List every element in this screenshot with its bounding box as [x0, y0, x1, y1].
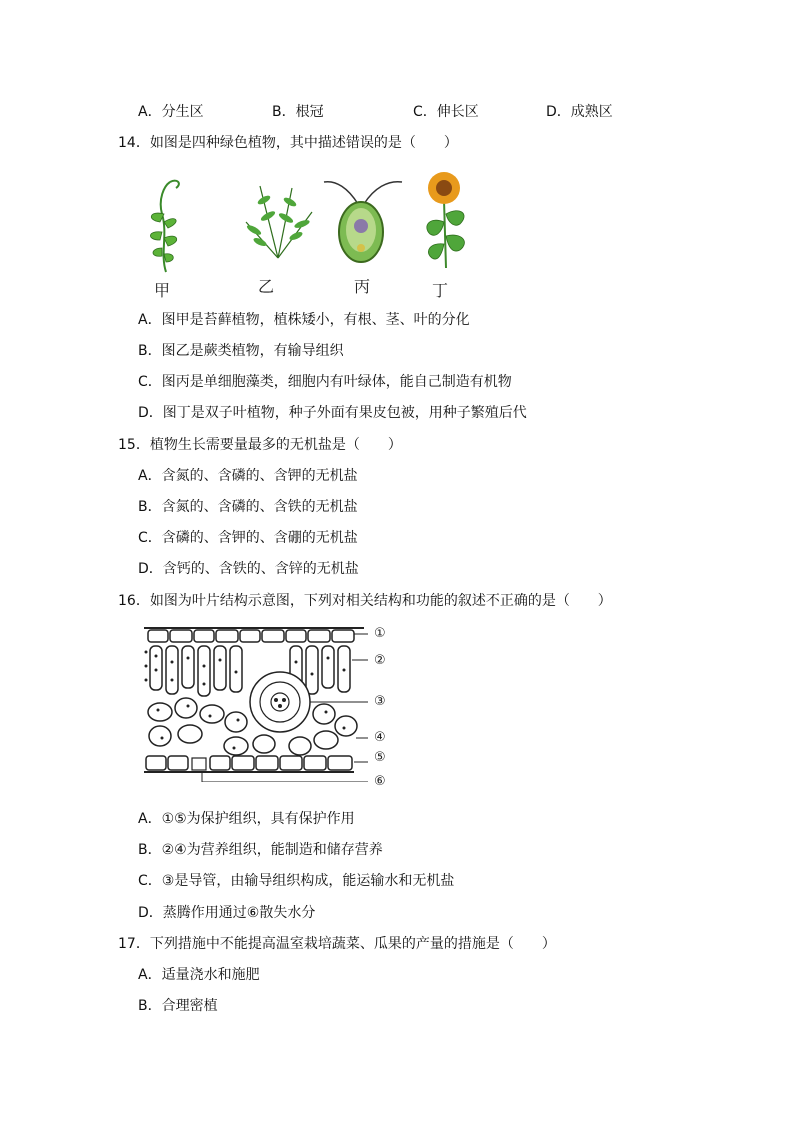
chlamydomonas-illustration [318, 174, 408, 269]
leaf-cross-section [140, 622, 370, 782]
q16-option-d: D．蒸腾作用通过⑥散失水分 [138, 905, 316, 921]
marker-3: ③ [374, 694, 386, 709]
fern-illustration [238, 178, 318, 260]
q16-option-b: B．②④为营养组织，能制造和储存营养 [138, 842, 383, 858]
q15-option-c: C．含磷的、含钾的、含硼的无机盐 [138, 530, 358, 546]
q16-option-a: A．①⑤为保护组织，具有保护作用 [138, 811, 355, 827]
marker-4: ④ [374, 730, 386, 745]
figure-label-jia: 甲 [154, 281, 171, 300]
q17-option-b: B．合理密植 [138, 998, 218, 1014]
q17-stem: 17．下列措施中不能提高温室栽培蔬菜、瓜果的产量的措施是（ ） [118, 936, 556, 952]
q14-option-a: A．图甲是苔藓植物，植株矮小，有根、茎、叶的分化 [138, 312, 470, 328]
q15-stem: 15．植物生长需要量最多的无机盐是（ ） [118, 437, 402, 453]
q16-stem: 16．如图为叶片结构示意图，下列对相关结构和功能的叙述不正确的是（ ） [118, 593, 612, 609]
q14-option-b: B．图乙是蕨类植物，有输导组织 [138, 343, 344, 359]
figure-label-yi: 乙 [258, 277, 275, 296]
q16-option-c: C．③是导管，由输导组织构成，能运输水和无机盐 [138, 873, 455, 889]
q13-option-c: C．伸长区 [413, 104, 479, 120]
figure-label-ding: 丁 [432, 281, 449, 300]
q17-option-a: A．适量浇水和施肥 [138, 967, 260, 983]
q14-option-c: C．图丙是单细胞藻类，细胞内有叶绿体，能自己制造有机物 [138, 374, 512, 390]
q14-option-d: D．图丁是双子叶植物，种子外面有果皮包被，用种子繁殖后代 [138, 405, 527, 421]
q13-option-d: D．成熟区 [546, 104, 613, 120]
q16-leaf-diagram [140, 622, 400, 800]
marker-6: ⑥ [374, 774, 386, 789]
q13-option-a: A．分生区 [138, 104, 204, 120]
q15-option-d: D．含钙的、含铁的、含锌的无机盐 [138, 561, 359, 577]
sunflower-illustration [416, 170, 476, 270]
q14-plant-figure [130, 168, 490, 298]
q13-option-b: B．根冠 [272, 104, 324, 120]
marker-5: ⑤ [374, 750, 386, 765]
moss-illustration [140, 174, 190, 274]
marker-1: ① [374, 626, 386, 641]
q14-stem: 14．如图是四种绿色植物，其中描述错误的是（ ） [118, 135, 458, 151]
q15-option-a: A．含氮的、含磷的、含钾的无机盐 [138, 468, 358, 484]
q13-options [0, 102, 794, 122]
q15-option-b: B．含氮的、含磷的、含铁的无机盐 [138, 499, 358, 515]
marker-2: ② [374, 653, 386, 668]
figure-label-bing: 丙 [354, 277, 371, 296]
